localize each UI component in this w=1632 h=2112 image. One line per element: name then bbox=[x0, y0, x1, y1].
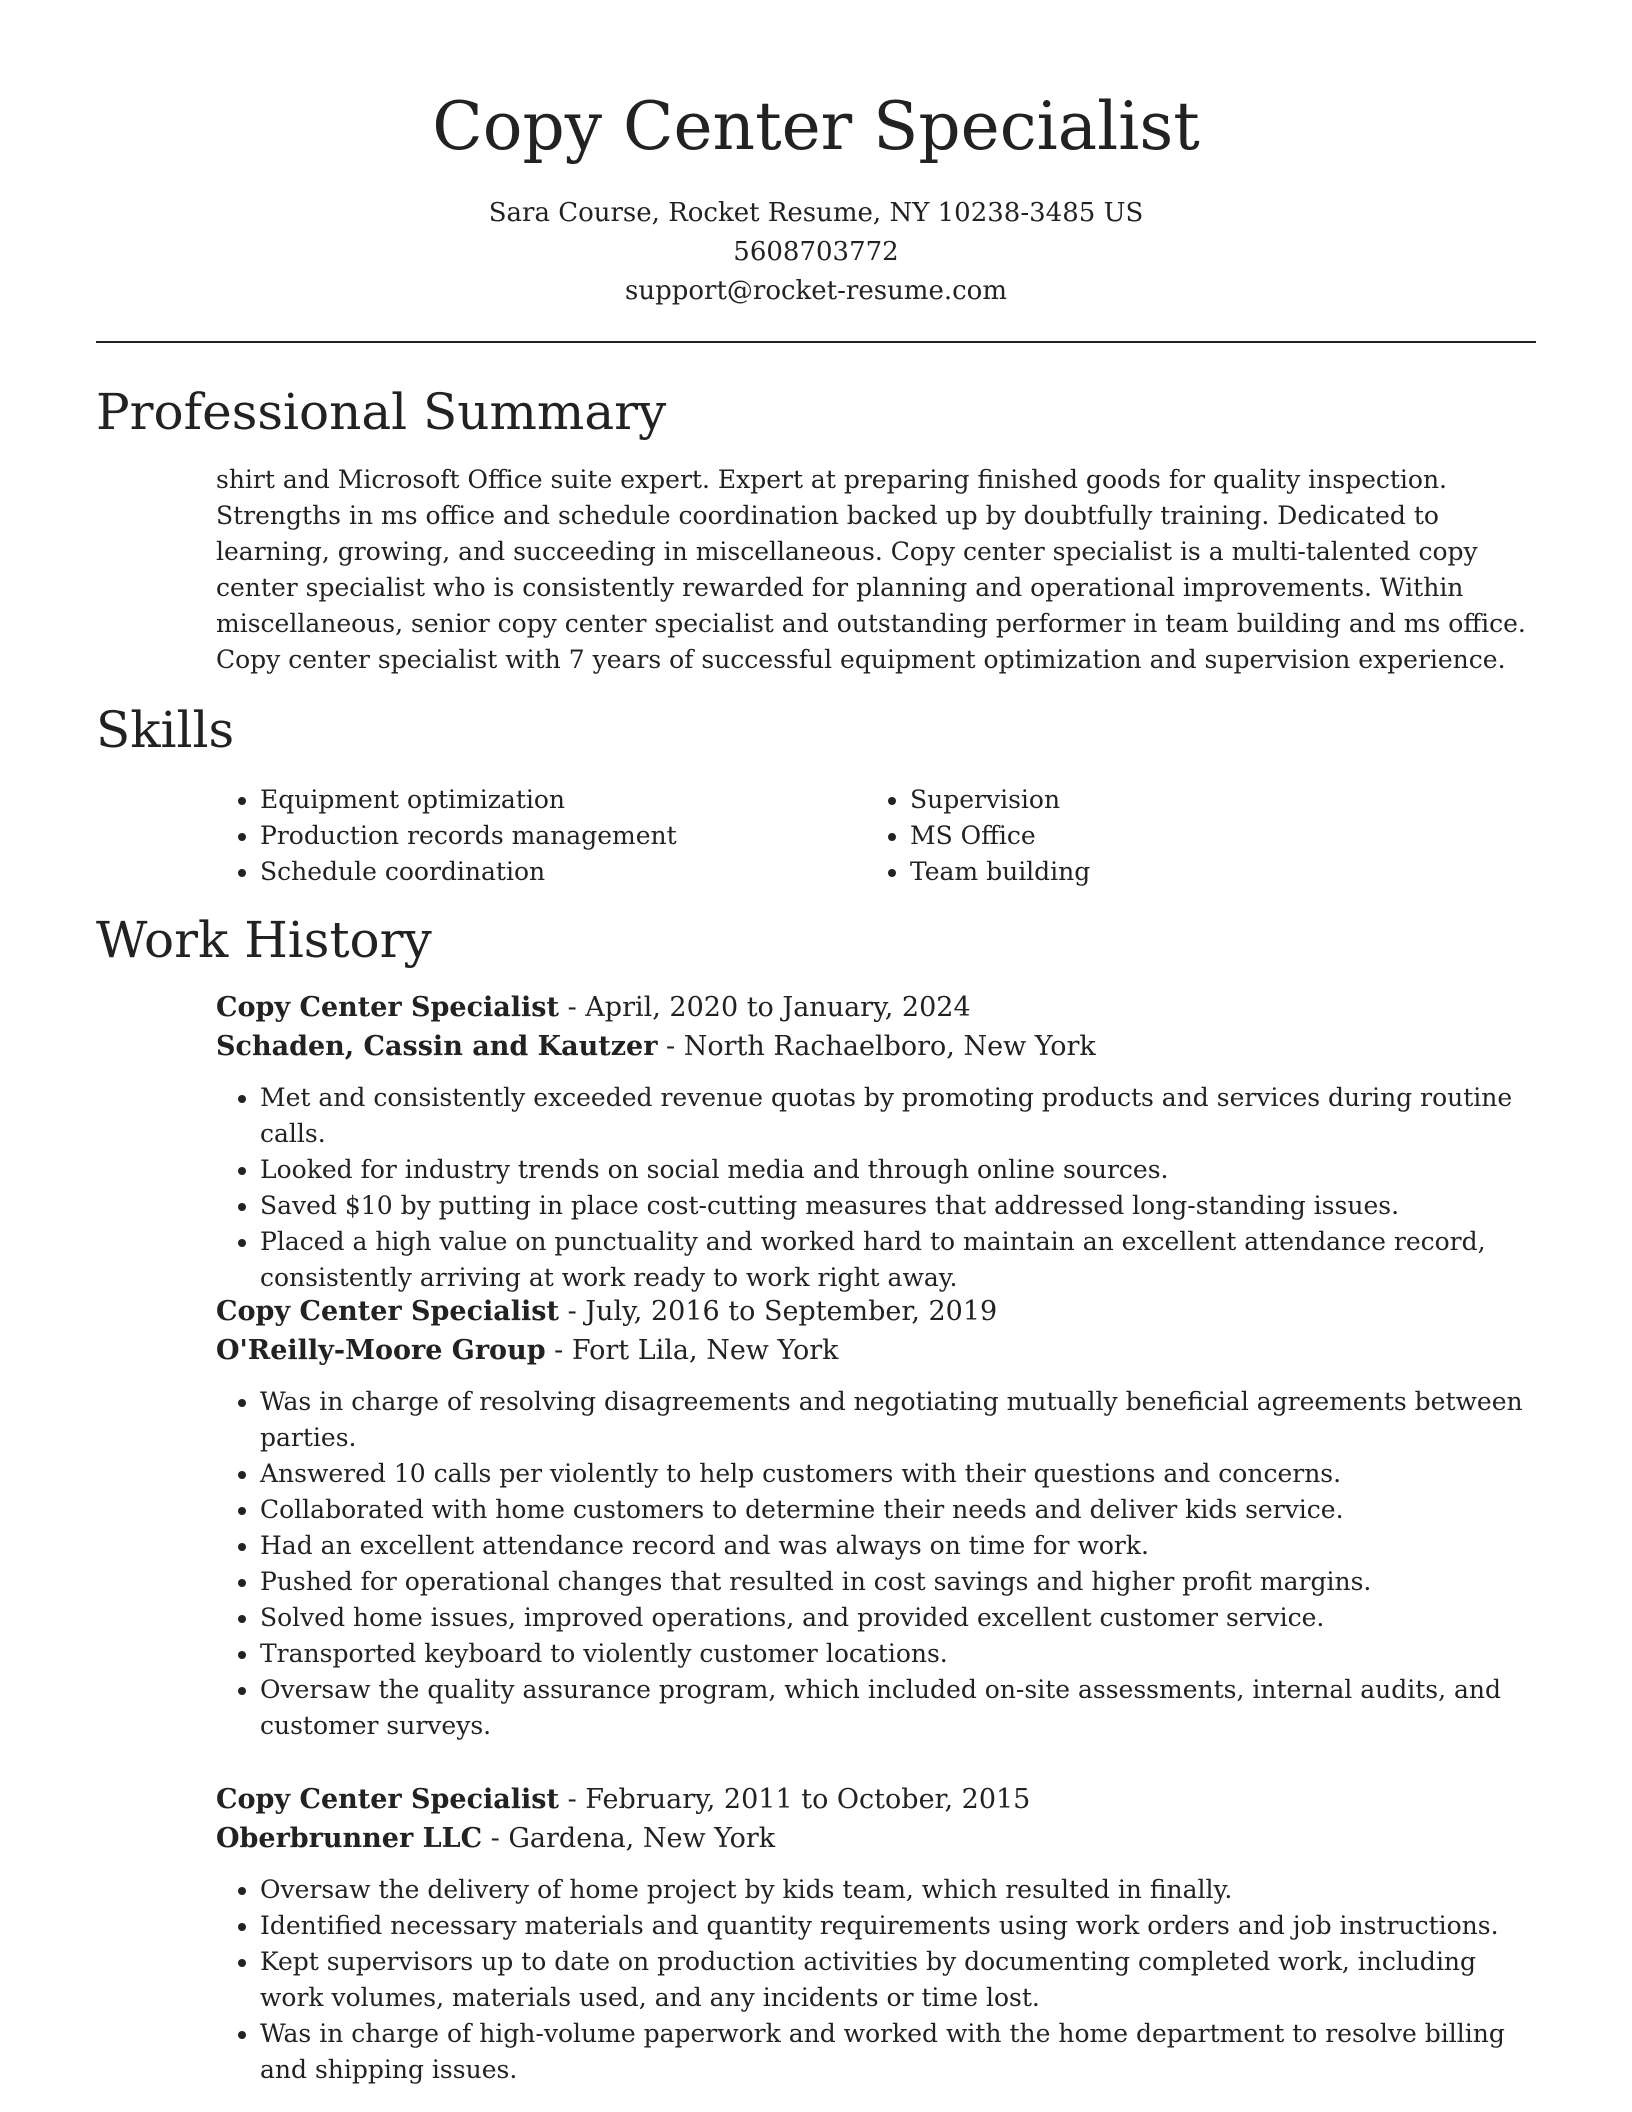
job-bullets bbox=[216, 1872, 1538, 2088]
contact-email: support@rocket-resume.com bbox=[624, 276, 1007, 306]
job-role: Copy Center Specialist bbox=[216, 992, 559, 1023]
job-bullet: • Identified necessary materials and quantity requirements using work orders and job instructions. bbox=[260, 1908, 1538, 1944]
contact-address: Sara Course, Rocket Resume, NY 10238-3485 US bbox=[488, 198, 1144, 228]
job-entry bbox=[216, 1292, 1538, 1744]
job-company-line: Schaden, Cassin and Kautzer - North Rachaelboro, New York bbox=[216, 1031, 1096, 1062]
job-entry bbox=[216, 988, 1538, 1296]
job-bullets bbox=[216, 1080, 1538, 1296]
job-dates: July, 2016 to September, 2019 bbox=[585, 1296, 998, 1327]
job-location: Gardena, New York bbox=[508, 1823, 776, 1854]
job-title-line: Copy Center Specialist - April, 2020 to January, 2024 bbox=[216, 992, 971, 1023]
skill-item: • Production records management bbox=[260, 818, 866, 854]
job-bullets bbox=[216, 1384, 1538, 1744]
job-bullet: • Met and consistently exceeded revenue quotas by promoting products and services during routine calls. bbox=[260, 1080, 1538, 1152]
job-bullet: • Placed a high value on punctuality and worked hard to maintain an excellent attendance record, consistently arriving at work ready to work right away. bbox=[260, 1224, 1538, 1296]
summary-text: shirt and Microsoft Office suite expert. Expert at preparing finished goods for quality inspection. Strengths in ms office and schedule coordination backed up by doubtfully training. Dedicated to learning, growing, and succeeding in miscellaneous. Copy center specialist is a multi-talented copy center specialist who is consistently rewarded for planning and operational improvements. Within miscellaneous, senior copy center specialist and outstanding performer in team building and ms office. Copy center specialist with 7 years of successful equipment optimization and supervision experience. bbox=[216, 465, 1526, 674]
job-bullet: • Solved home issues, improved operations, and provided excellent customer service. bbox=[260, 1600, 1538, 1636]
resume-header bbox=[96, 82, 1536, 311]
job-bullet: • Had an excellent attendance record and was always on time for work. bbox=[260, 1528, 1538, 1564]
job-location: Fort Lila, New York bbox=[571, 1335, 839, 1366]
job-role: Copy Center Specialist bbox=[216, 1296, 559, 1327]
skills-list bbox=[216, 782, 1538, 890]
job-bullet: • Kept supervisors up to date on production activities by documenting completed work, including work volumes, materials used, and any incidents or time lost. bbox=[260, 1944, 1538, 2016]
skill-item: • Schedule coordination bbox=[260, 854, 866, 890]
job-bullet: • Transported keyboard to violently customer locations. bbox=[260, 1636, 1538, 1672]
skill-item: • Supervision bbox=[910, 782, 1516, 818]
contact-phone: 5608703772 bbox=[733, 237, 899, 267]
skill-item: • Equipment optimization bbox=[260, 782, 866, 818]
job-bullet: • Saved $10 by putting in place cost-cutting measures that addressed long-standing issues. bbox=[260, 1188, 1538, 1224]
job-dates: April, 2020 to January, 2024 bbox=[585, 992, 971, 1023]
job-bullet: • Answered 10 calls per violently to help customers with their questions and concerns. bbox=[260, 1456, 1538, 1492]
job-role: Copy Center Specialist bbox=[216, 1784, 559, 1815]
job-dates: February, 2011 to October, 2015 bbox=[585, 1784, 1031, 1815]
skills-column-left bbox=[216, 782, 866, 890]
job-bullet: • Oversaw the delivery of home project by kids team, which resulted in finally. bbox=[260, 1872, 1538, 1908]
skill-item: • Team building bbox=[910, 854, 1516, 890]
job-company-line: Oberbrunner LLC - Gardena, New York bbox=[216, 1823, 776, 1854]
job-entry bbox=[216, 1780, 1538, 2088]
skills-heading: Skills bbox=[96, 701, 235, 759]
job-company-line: O'Reilly-Moore Group - Fort Lila, New York bbox=[216, 1335, 839, 1366]
job-title-line: Copy Center Specialist - July, 2016 to September, 2019 bbox=[216, 1296, 998, 1327]
work-history-heading: Work History bbox=[96, 911, 432, 969]
job-bullet: • Collaborated with home customers to determine their needs and deliver kids service. bbox=[260, 1492, 1538, 1528]
job-title-line: Copy Center Specialist - February, 2011 to October, 2015 bbox=[216, 1784, 1031, 1815]
summary-heading: Professional Summary bbox=[96, 383, 667, 441]
job-bullet: • Looked for industry trends on social media and through online sources. bbox=[260, 1152, 1538, 1188]
job-bullet: • Was in charge of high-volume paperwork and worked with the home department to resolve billing and shipping issues. bbox=[260, 2016, 1538, 2088]
job-bullet: • Oversaw the quality assurance program, which included on-site assessments, internal audits, and customer surveys. bbox=[260, 1672, 1538, 1744]
job-company: Oberbrunner LLC bbox=[216, 1823, 483, 1854]
candidate-title: Copy Center Specialist bbox=[432, 88, 1200, 165]
job-company: O'Reilly-Moore Group bbox=[216, 1335, 546, 1366]
header-divider bbox=[96, 341, 1536, 343]
job-bullet: • Pushed for operational changes that resulted in cost savings and higher profit margins. bbox=[260, 1564, 1538, 1600]
job-bullet: • Was in charge of resolving disagreements and negotiating mutually beneficial agreements between parties. bbox=[260, 1384, 1538, 1456]
job-location: North Rachaelboro, New York bbox=[683, 1031, 1096, 1062]
job-company: Schaden, Cassin and Kautzer bbox=[216, 1031, 658, 1062]
skill-item: • MS Office bbox=[910, 818, 1516, 854]
skills-column-right bbox=[866, 782, 1516, 890]
